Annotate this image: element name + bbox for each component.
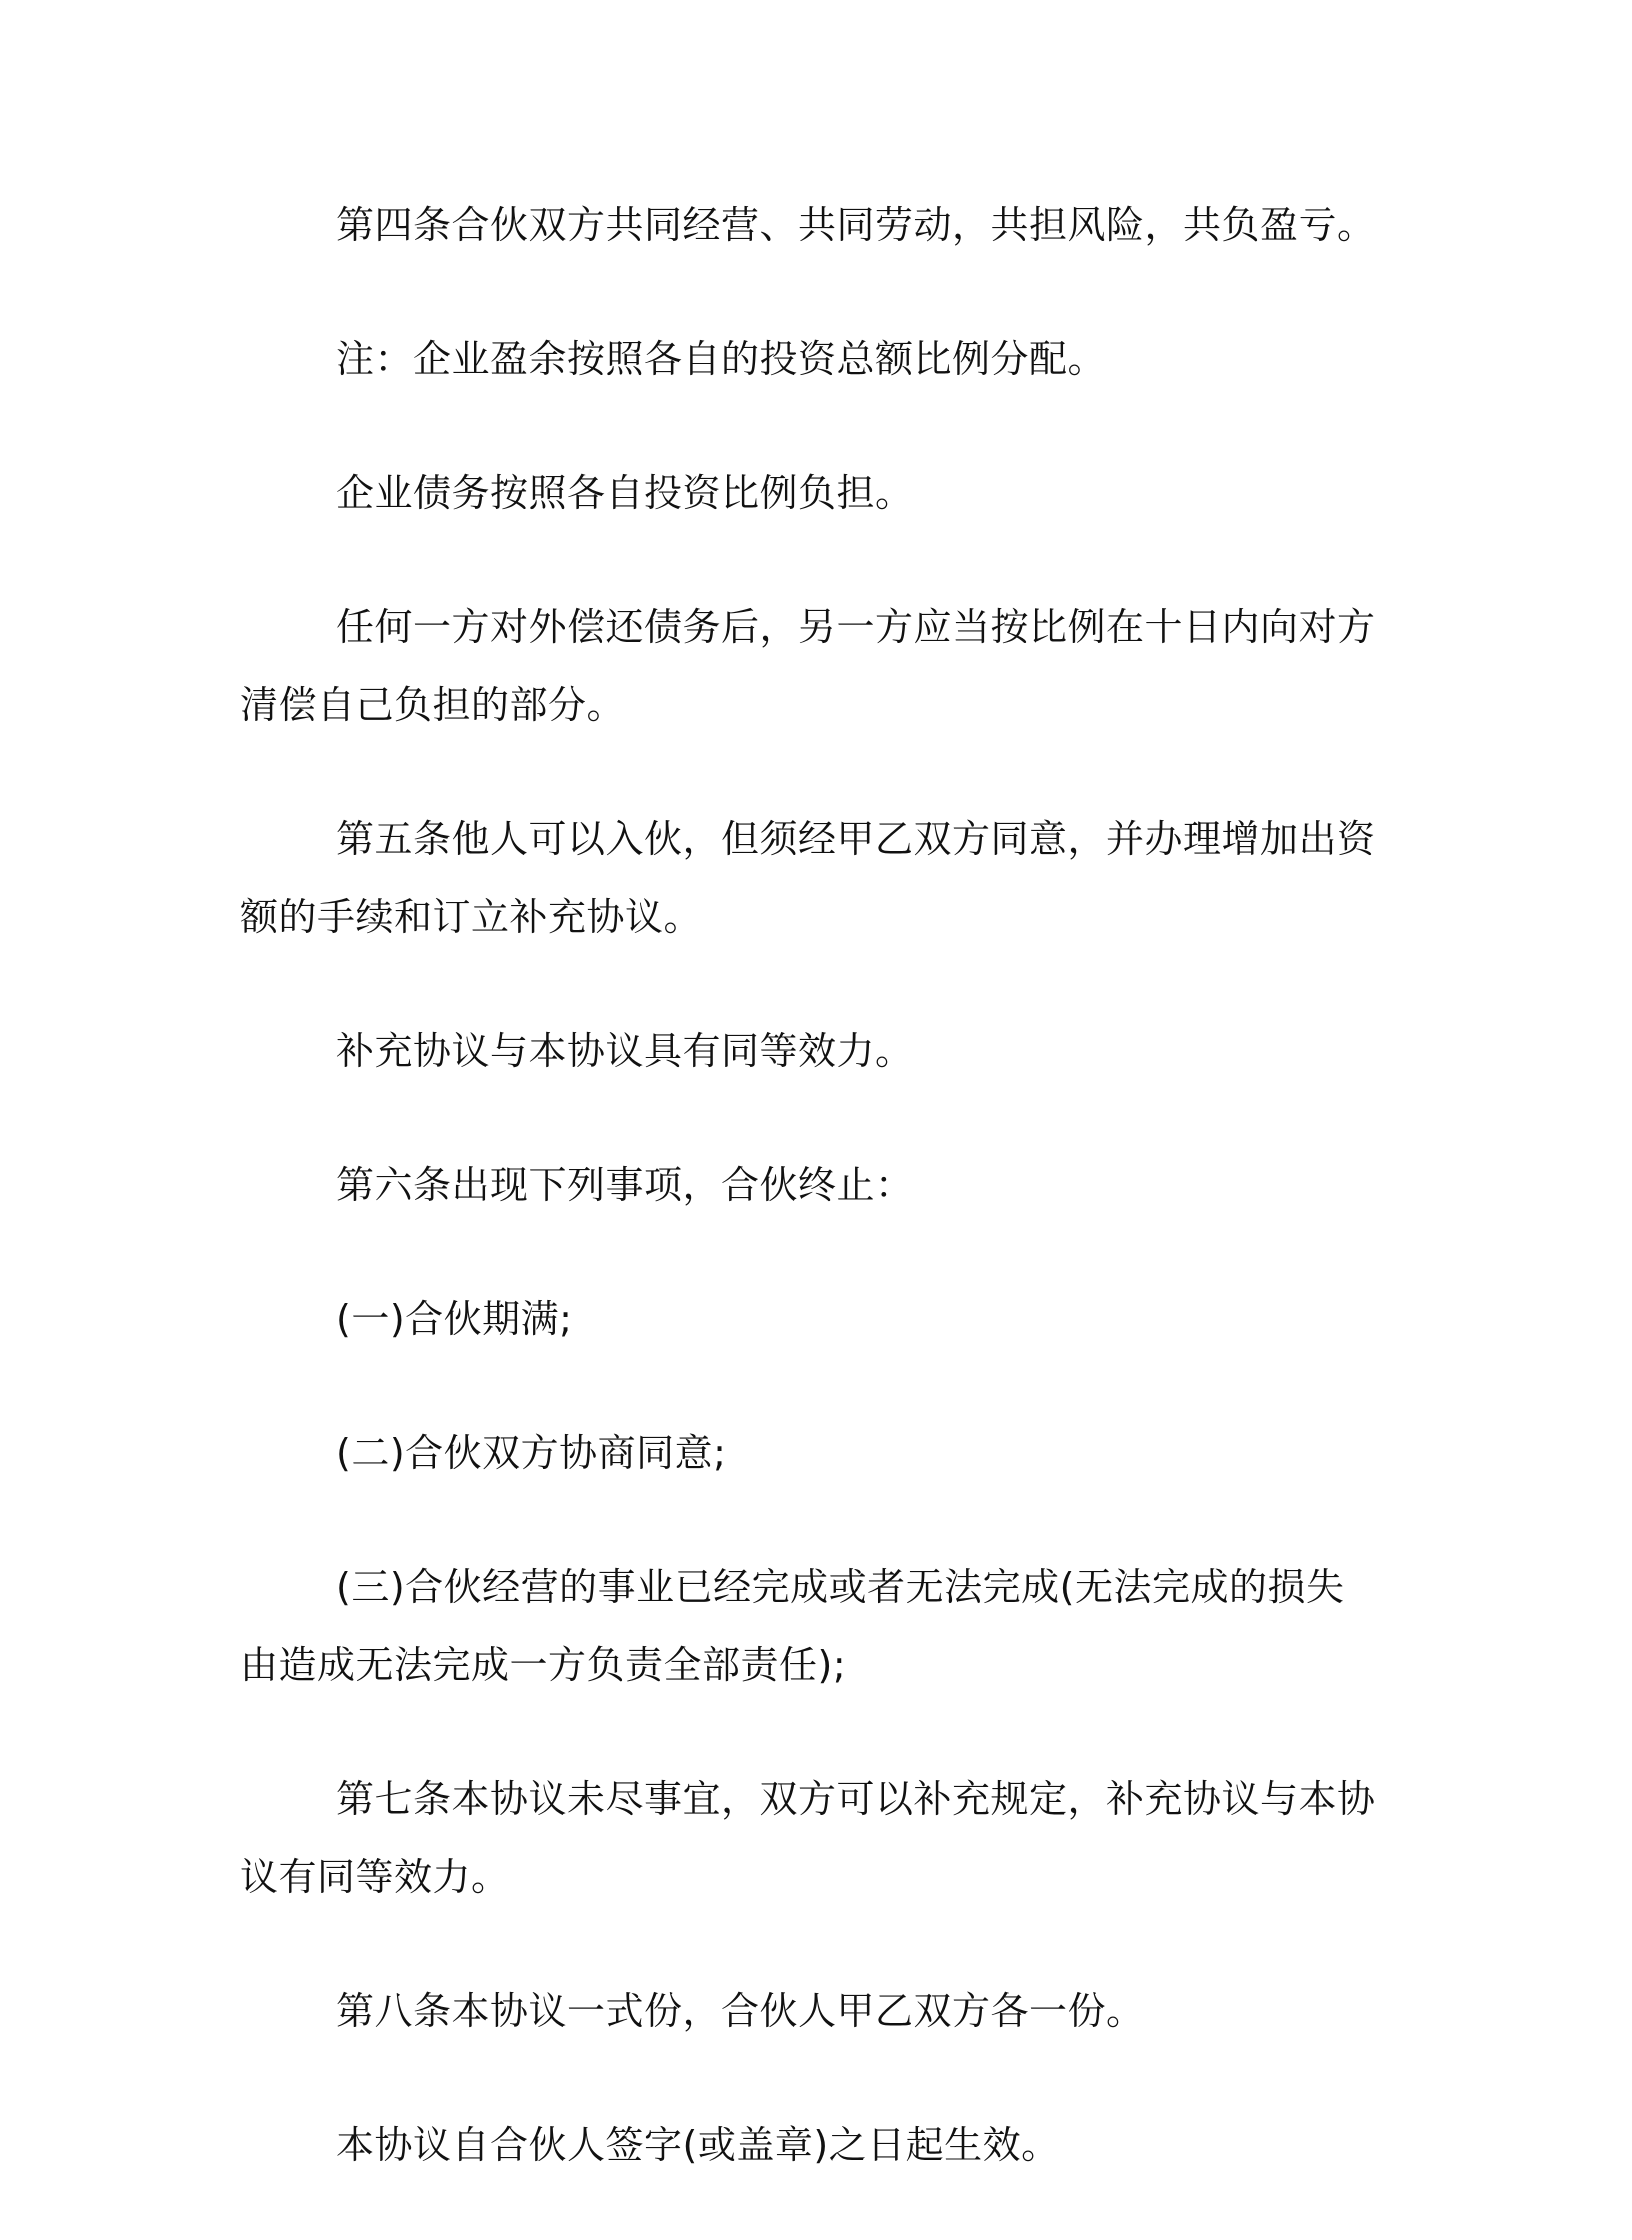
document-body	[240, 186, 1380, 2240]
paragraph-effective: 本协议自合伙人签字(或盖章)之日起生效。	[336, 2123, 1060, 2167]
paragraph-article-7: 第七条本协议未尽事宜，双方可以补充规定，补充协议与本协议有同等效力。	[240, 1777, 1376, 1899]
paragraph-article-5: 第五条他人可以入伙，但须经甲乙双方同意，并办理增加出资额的手续和订立补充协议。	[240, 817, 1376, 939]
paragraph-article-4: 第四条合伙双方共同经营、共同劳动，共担风险，共负盈亏。	[336, 203, 1376, 247]
paragraph-debt-repay: 任何一方对外偿还债务后，另一方应当按比例在十日内向对方清偿自己负担的部分。	[240, 605, 1376, 727]
paragraph-supplement-effect: 补充协议与本协议具有同等效力。	[336, 1029, 914, 1073]
paragraph-debt-share: 企业债务按照各自投资比例负担。	[336, 471, 914, 515]
paragraph-article-8: 第八条本协议一式份，合伙人甲乙双方各一份。	[336, 1989, 1145, 2033]
paragraph-note-profit: 注：企业盈余按照各自的投资总额比例分配。	[336, 337, 1107, 381]
paragraph-item-2: (二)合伙双方协商同意;	[336, 1431, 727, 1475]
paragraph-item-1: (一)合伙期满;	[336, 1297, 573, 1341]
paragraph-item-3: (三)合伙经营的事业已经完成或者无法完成(无法完成的损失由造成无法完成一方负责全部责任);	[240, 1565, 1345, 1687]
paragraph-article-6: 第六条出现下列事项，合伙终止：	[336, 1163, 914, 1207]
